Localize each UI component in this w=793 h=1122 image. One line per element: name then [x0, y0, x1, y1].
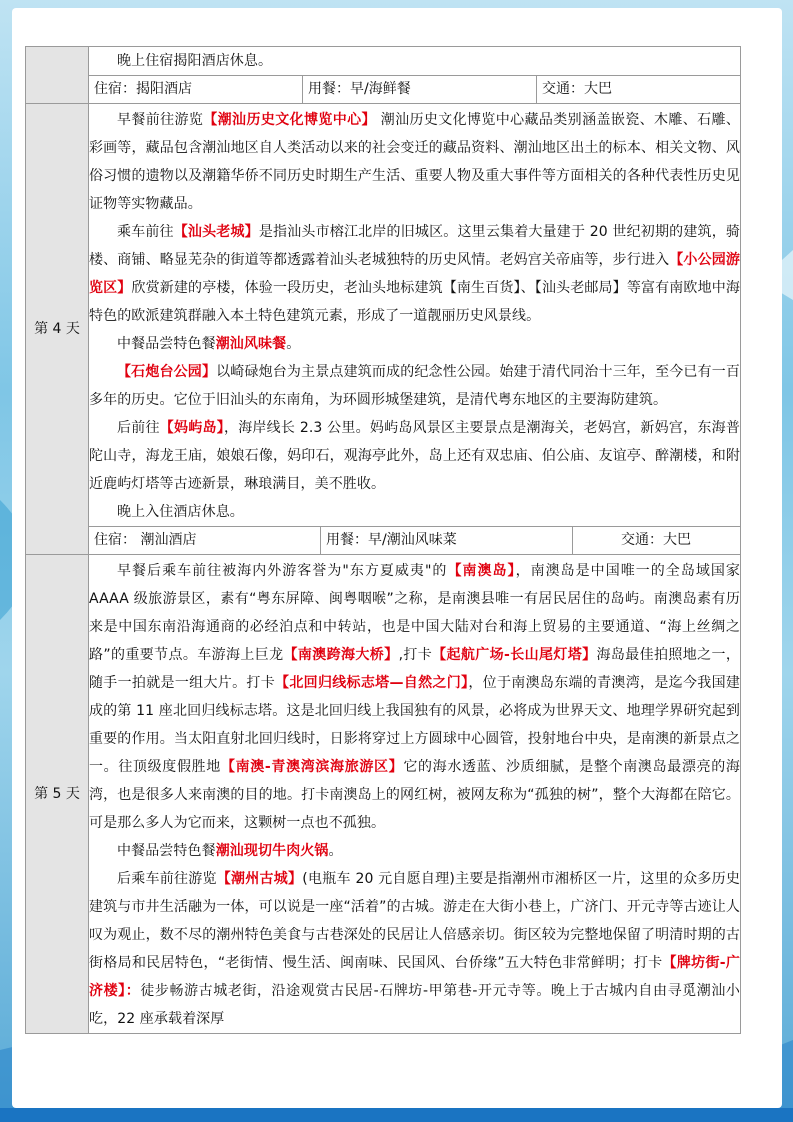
highlight-span: 潮汕风味餐 — [215, 336, 287, 352]
day-description — [89, 555, 741, 1034]
text-span: 徒步畅游古城老街，沿途观赏古民居-石牌坊-甲第巷-开元寺等。晚上于古城内自由寻觅潮汕小吃，22 座承载着深厚 — [89, 983, 740, 1027]
itinerary-table — [25, 46, 741, 1034]
row-meta — [26, 76, 741, 104]
paragraph — [89, 557, 740, 837]
text-span: 中餐品尝特色餐 — [117, 336, 216, 352]
paragraph — [89, 837, 740, 865]
stay-info: 住宿：揭阳酒店 — [89, 76, 303, 103]
text-span: 潮汕历史文化博览中心藏品类别涵盖嵌瓷、木雕、石雕、彩画等，藏品包含潮汕地区自人类活动以来的社会变迁的藏品资料、潮汕地区出土的标本、相关文物、风俗习惯的遗物以及潮籍华侨不同历史时期生产生活、重要人物及重大事件等方面相关的各种代表性历史见证物等实物藏品。 — [89, 112, 740, 212]
text-span: ，位于南澳岛东端的青澳湾，是迄今我国建成的第 11 座北回归线标志塔。这是北回归线上我国独有的风景，必将成为世界天文、地理学界研究起到重要的作用。当太阳直射北回归线时，日影将穿过上方圆球中心圆管，投射地台中央，是南澳的新景点之一。往顶级度假胜地 — [89, 675, 740, 775]
transport-info: 交通：大巴 — [542, 81, 612, 97]
row-day-4 — [26, 104, 741, 527]
text-span: 。 — [328, 843, 343, 859]
paragraph — [89, 358, 740, 414]
text-span: 晚上入住酒店休息。 — [117, 504, 244, 520]
meal-info: 用餐：早/海鲜餐 — [303, 76, 537, 103]
text-span: 欣赏新建的亭楼，体验一段历史，老汕头地标建筑【南生百货】、【汕头老邮局】等富有南欧地中海特色的欧派建筑群融入本土特色建筑元素，形成了一道靓丽历史风景线。 — [89, 280, 740, 324]
text-span: 中餐品尝特色餐 — [117, 843, 216, 859]
paragraph — [89, 330, 740, 358]
day-description — [89, 104, 741, 527]
paragraph — [89, 414, 740, 498]
meta-bar — [89, 76, 740, 103]
highlight-span: 【牌坊街-广济楼】： — [89, 955, 740, 999]
text-span: 海岛最佳拍照地之一，随手一拍就是一组大片。打卡 — [89, 647, 741, 691]
text-span: 后乘车前往游览 — [117, 871, 217, 887]
text-span: 它的海水透蓝、沙质细腻，是整个南澳岛最漂亮的海湾，也是很多人来南澳的目的地。打卡南澳岛上的网红树，被网友称为“孤独的树”，整个大海都在陪它。可是那么多人为它而来，这颗树一点也不孤独。 — [89, 759, 740, 831]
highlight-span: 【南澳岛】 — [447, 563, 516, 579]
day-label-cell: 第 4 天 — [26, 104, 89, 555]
highlight-span: 【妈屿岛】 — [159, 420, 224, 436]
row-meta — [26, 527, 741, 555]
text-span: 以崎碌炮台为主景点建筑而成的纪念性公园。始建于清代同治十三年，至今已有一百多年的历史。它位于旧汕头的东南角，为环圆形城堡建筑，是清代粤东地区的主要海防建筑。 — [89, 364, 740, 408]
meta-cell — [89, 76, 741, 104]
highlight-span: 【南澳-青澳湾滨海旅游区】 — [220, 759, 404, 775]
paragraph — [89, 865, 740, 1033]
highlight-span: 潮汕现切牛肉火锅 — [215, 843, 329, 859]
transport-info: 交通：大巴 — [621, 532, 691, 548]
highlight-span: 【潮州古城】 — [216, 871, 303, 887]
day-label-cell — [26, 47, 89, 104]
text-span: 是指汕头市榕江北岸的旧城区。这里云集着大量建于 20 世纪初期的建筑，骑楼、商铺、略显芜杂的街道等都透露着汕头老城独特的历史风情。老妈宫关帝庙等，步行进入 — [89, 224, 740, 268]
stay-info: 住宿： 潮汕酒店 — [89, 527, 321, 554]
highlight-span: 【潮汕历史文化博览中心】 — [203, 112, 376, 128]
text-span: ,打卡 — [398, 647, 433, 663]
day-description — [89, 47, 741, 76]
row-day-3-tail — [26, 47, 741, 76]
day-label-cell: 第 5 天 — [26, 555, 89, 1034]
paragraph — [89, 218, 740, 330]
highlight-span: 【北回归线标志塔—自然之门】 — [275, 675, 469, 691]
highlight-span: 【小公园游览区】 — [89, 252, 740, 296]
meta-bar — [89, 527, 740, 554]
row-day-5 — [26, 555, 741, 1034]
highlight-span: 【南澳跨海大桥】 — [283, 647, 399, 663]
paragraph — [89, 106, 740, 218]
meta-cell — [89, 527, 741, 555]
meal-info: 用餐：早/潮汕风味菜 — [321, 527, 573, 554]
text-span: (电瓶车 20 元自愿自理)主要是指潮州市湘桥区一片，这里的众多历史建筑与市井生活融为一体，可以说是一座“活着”的古城。游走在大街小巷上，广济门、开元寺等古迹让人叹为观止，数不尽的潮州特色美食与古巷深处的民居让人倍感亲切。街区较为完整地保留了明清时期的古街格局和民居特色，“老街情、慢生活、闽南味、民国风、台侨缘”五大特色非常鲜明；打卡 — [89, 871, 740, 971]
bottom-accent-bar — [0, 1108, 793, 1122]
text-span: ，南澳岛是中国唯一的全岛域国家 AAAA 级旅游景区，素有“粤东屏障、闽粤咽喉”之称，是南澳县唯一有居民居住的岛屿。南澳岛素有历来是中国东南沿海通商的必经泊点和中转站，也是中国大陆对台和海上贸易的主要通道、“海上丝绸之路”的重要节点。车游海上巨龙 — [89, 563, 740, 663]
highlight-span: 【起航广场-长山尾灯塔】 — [432, 647, 597, 663]
paragraph — [89, 47, 740, 75]
highlight-span: 【石炮台公园】 — [117, 364, 217, 380]
paragraph — [89, 498, 740, 526]
text-span: ，海岸线长 2.3 公里。妈屿岛风景区主要景点是潮海关，老妈宫，新妈宫，东海普陀山寺，海龙王庙，娘娘石像，妈印石，观海亭此外，岛上还有双忠庙、伯公庙、友谊亭、醉潮楼，和附近鹿屿灯塔等古迹新景，琳琅满目，美不胜收。 — [89, 420, 740, 492]
highlight-span: 【汕头老城】 — [173, 224, 259, 240]
text-span: 。 — [286, 336, 301, 352]
text-span: 乘车前往 — [117, 224, 174, 240]
text-span: 晚上住宿揭阳酒店休息。 — [117, 53, 273, 69]
text-span: 后前往 — [117, 420, 160, 436]
text-span: 早餐前往游览 — [117, 112, 204, 128]
text-span: 早餐后乘车前往被海内外游客誉为"东方夏威夷"的 — [117, 563, 448, 579]
